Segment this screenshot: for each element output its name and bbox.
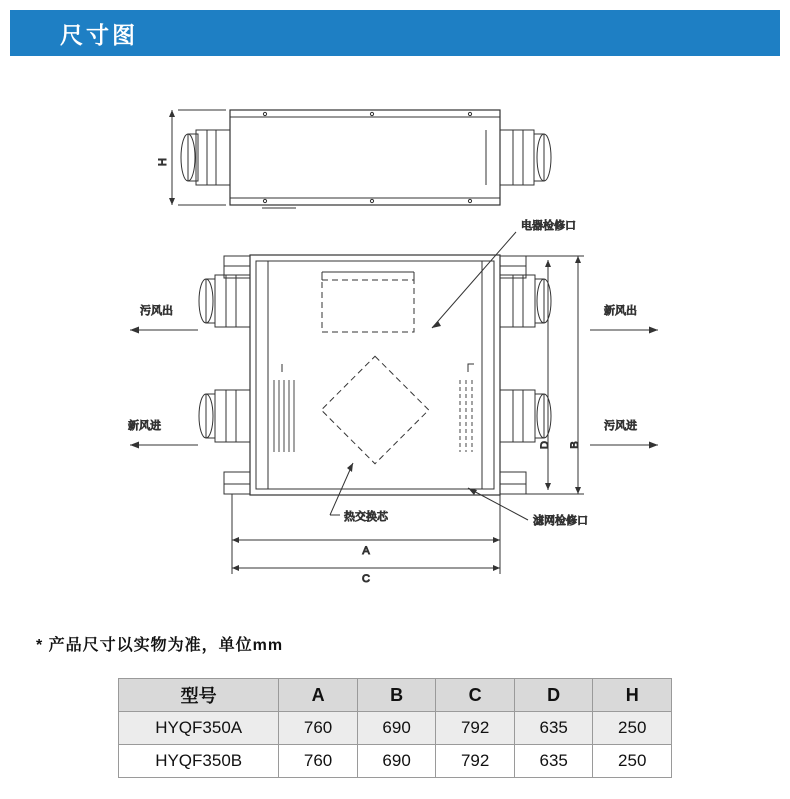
label-fresh-air-out: 新风出 (604, 305, 637, 317)
units-note: * 产品尺寸以实物为准，单位mm (36, 637, 284, 654)
table-header-b: B (357, 679, 436, 712)
label-dirty-air-out: 污风出 (140, 305, 173, 317)
label-electrical-access: 电器检修口 (521, 220, 576, 232)
table-header-row (119, 679, 672, 712)
dimension-drawing (0, 60, 790, 590)
drawing-svg (0, 60, 790, 590)
label-dim-a: A (362, 545, 370, 557)
cell-h: 250 (593, 745, 672, 778)
cell-c: 792 (436, 712, 515, 745)
top-view-group (169, 110, 551, 208)
label-fresh-air-in: 新风进 (128, 420, 161, 432)
label-dim-d: D (539, 441, 551, 449)
page-title: 尺寸图 (60, 21, 138, 48)
table-header-d: D (514, 679, 593, 712)
cell-b: 690 (357, 745, 436, 778)
table-row (119, 712, 672, 745)
cell-model: HYQF350A (119, 712, 279, 745)
table-row (119, 745, 672, 778)
spec-table (118, 678, 672, 778)
label-dim-b: B (569, 441, 581, 449)
cell-b: 690 (357, 712, 436, 745)
label-heat-exchange-core: 热交换芯 (344, 511, 388, 523)
cell-h: 250 (593, 712, 672, 745)
table-header-h: H (593, 679, 672, 712)
cell-d: 635 (514, 745, 593, 778)
table-header-a: A (279, 679, 358, 712)
label-filter-access: 滤网检修口 (533, 515, 588, 527)
section-header (10, 10, 780, 56)
table-header-c: C (436, 679, 515, 712)
cell-d: 635 (514, 712, 593, 745)
cell-c: 792 (436, 745, 515, 778)
cell-model: HYQF350B (119, 745, 279, 778)
label-dirty-air-in: 污风进 (604, 420, 637, 432)
cell-a: 760 (279, 745, 358, 778)
label-height-h: H (157, 158, 169, 166)
label-dim-c: C (362, 573, 370, 585)
table-header-model: 型号 (119, 679, 279, 712)
cell-a: 760 (279, 712, 358, 745)
